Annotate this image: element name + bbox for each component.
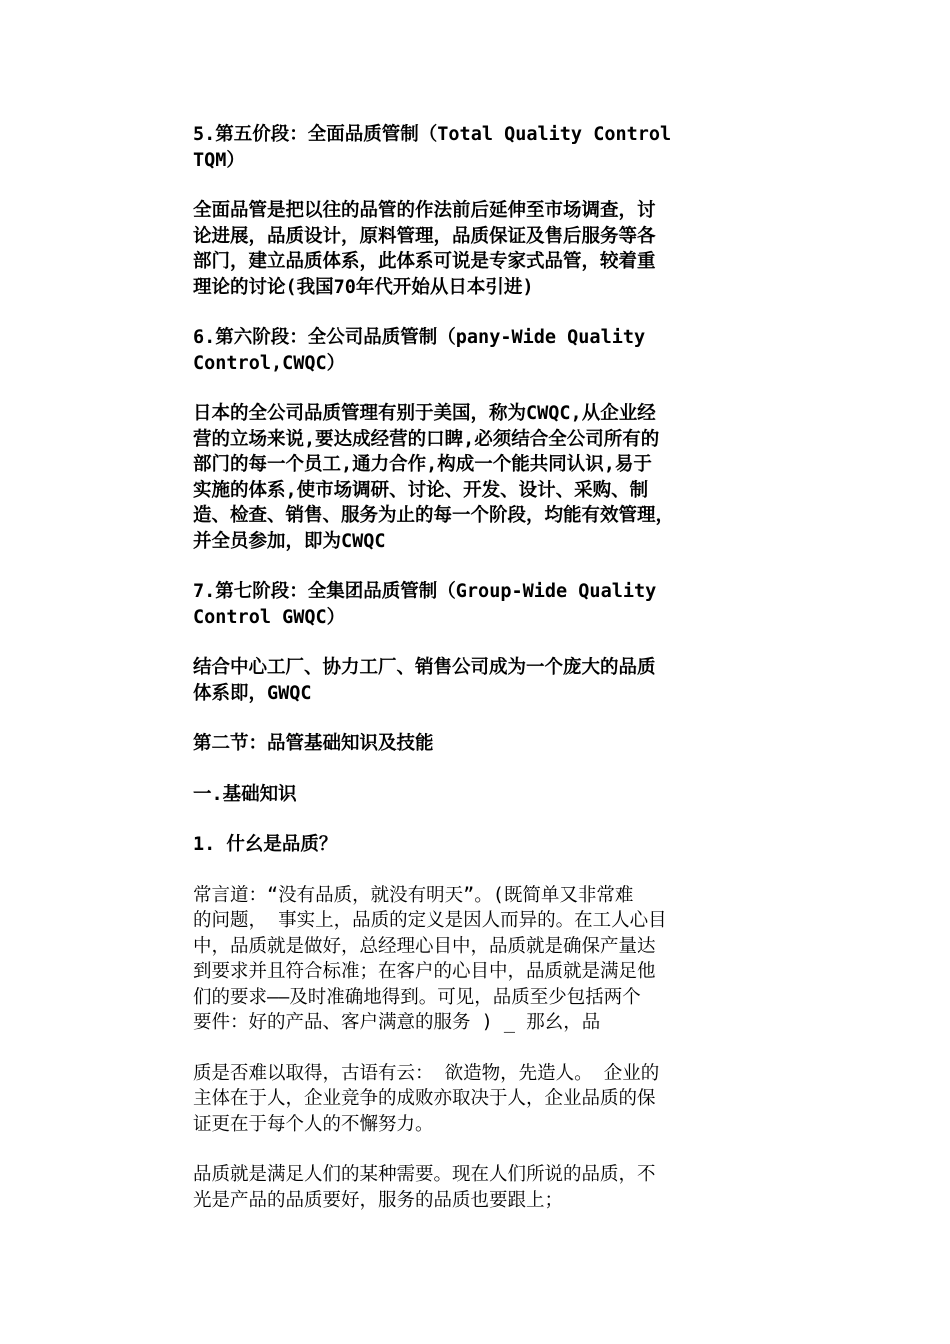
text-line: 质是否难以取得，古语有云： 欲造物，先造人。 企业的 (193, 1062, 660, 1084)
text-line: 日本的全公司品质管理有别于美国，称为CWQC,从企业经 (193, 403, 656, 424)
text-line: 1. 什幺是品质？ (193, 834, 338, 855)
basics-heading (193, 782, 773, 808)
text-line: 常言道：“没有品质，就没有明天”。(既简单又非常难 (193, 884, 634, 906)
text-line: 全面品管是把以往的品管的作法前后延伸至市场调查，讨 (193, 200, 656, 221)
stage5-heading (193, 122, 773, 173)
question1 (193, 832, 773, 858)
quality-definition (193, 883, 773, 1036)
text-line: TQM） (193, 149, 245, 171)
text-line: 要件：好的产品、客户满意的服务 ) _ 那幺，品 (193, 1012, 601, 1033)
text-line: 并全员参加，即为CWQC (193, 530, 386, 552)
text-line: 理论的讨论(我国70年代开始从日本引进) (193, 276, 534, 298)
quality-people (193, 1061, 773, 1138)
text-line: Control,CWQC） (193, 352, 346, 374)
text-line: 的问题， 事实上，品质的定义是因人而异的。在工人心目 (193, 910, 667, 931)
text-line: 7.第七阶段：全集团品质管制（Group-Wide Quality (193, 581, 657, 602)
text-line: 实施的体系,使市场调研、讨论、开发、设计、采购、制 (193, 479, 649, 501)
text-line: 营的立场来说,要达成经营的口睥,必须结合全公司所有的 (193, 428, 660, 450)
section2-heading (193, 731, 773, 757)
stage7-heading (193, 579, 773, 630)
text-line: 部门，建立品质体系，此体系可说是专家式品管，较着重 (193, 251, 656, 272)
text-line: 论进展，品质设计，原料管理，品质保证及售后服务等各 (193, 225, 656, 247)
text-line: 第二节：品管基础知识及技能 (193, 733, 434, 754)
text-line: 品质就是满足人们的某种需要。现在人们所说的品质，不 (193, 1164, 656, 1185)
text-line: 主体在于人，企业竞争的成败亦取决于人，企业品质的保 (193, 1088, 656, 1109)
text-line: 到要求并且符合标准；在客户的心目中，品质就是满足他 (193, 961, 656, 982)
text-line: 中，品质就是做好，总经理心目中，品质就是确保产量达 (193, 935, 656, 957)
stage6-heading (193, 325, 773, 376)
text-line: 们的要求——及时准确地得到。可见，品质至少包括两个 (193, 986, 641, 1008)
stage7-body (193, 655, 773, 706)
document-page (193, 122, 773, 1238)
text-line: 造、检查、销售、服务为止的每一个阶段，均能有效管理， (193, 505, 675, 526)
stage5-body (193, 198, 773, 300)
text-line: 部门的每一个员工,通力合作,构成一个能共同认识,易于 (193, 454, 652, 475)
text-line: 光是产品的品质要好，服务的品质也要跟上； (193, 1189, 564, 1211)
text-line: 一.基础知识 (193, 783, 297, 805)
text-line: Control GWQC） (193, 606, 346, 628)
quality-needs (193, 1162, 773, 1213)
text-line: 6.第六阶段：全公司品质管制（pany-Wide Quality (193, 327, 646, 348)
text-line: 体系即，GWQC (193, 682, 312, 704)
text-line: 证更在于每个人的不懈努力。 (193, 1113, 434, 1135)
text-line: 5.第五价段：全面品质管制（Total Quality Control (193, 124, 672, 145)
stage6-body (193, 401, 773, 554)
text-line: 结合中心工厂、协力工厂、销售公司成为一个庞大的品质 (193, 657, 656, 678)
